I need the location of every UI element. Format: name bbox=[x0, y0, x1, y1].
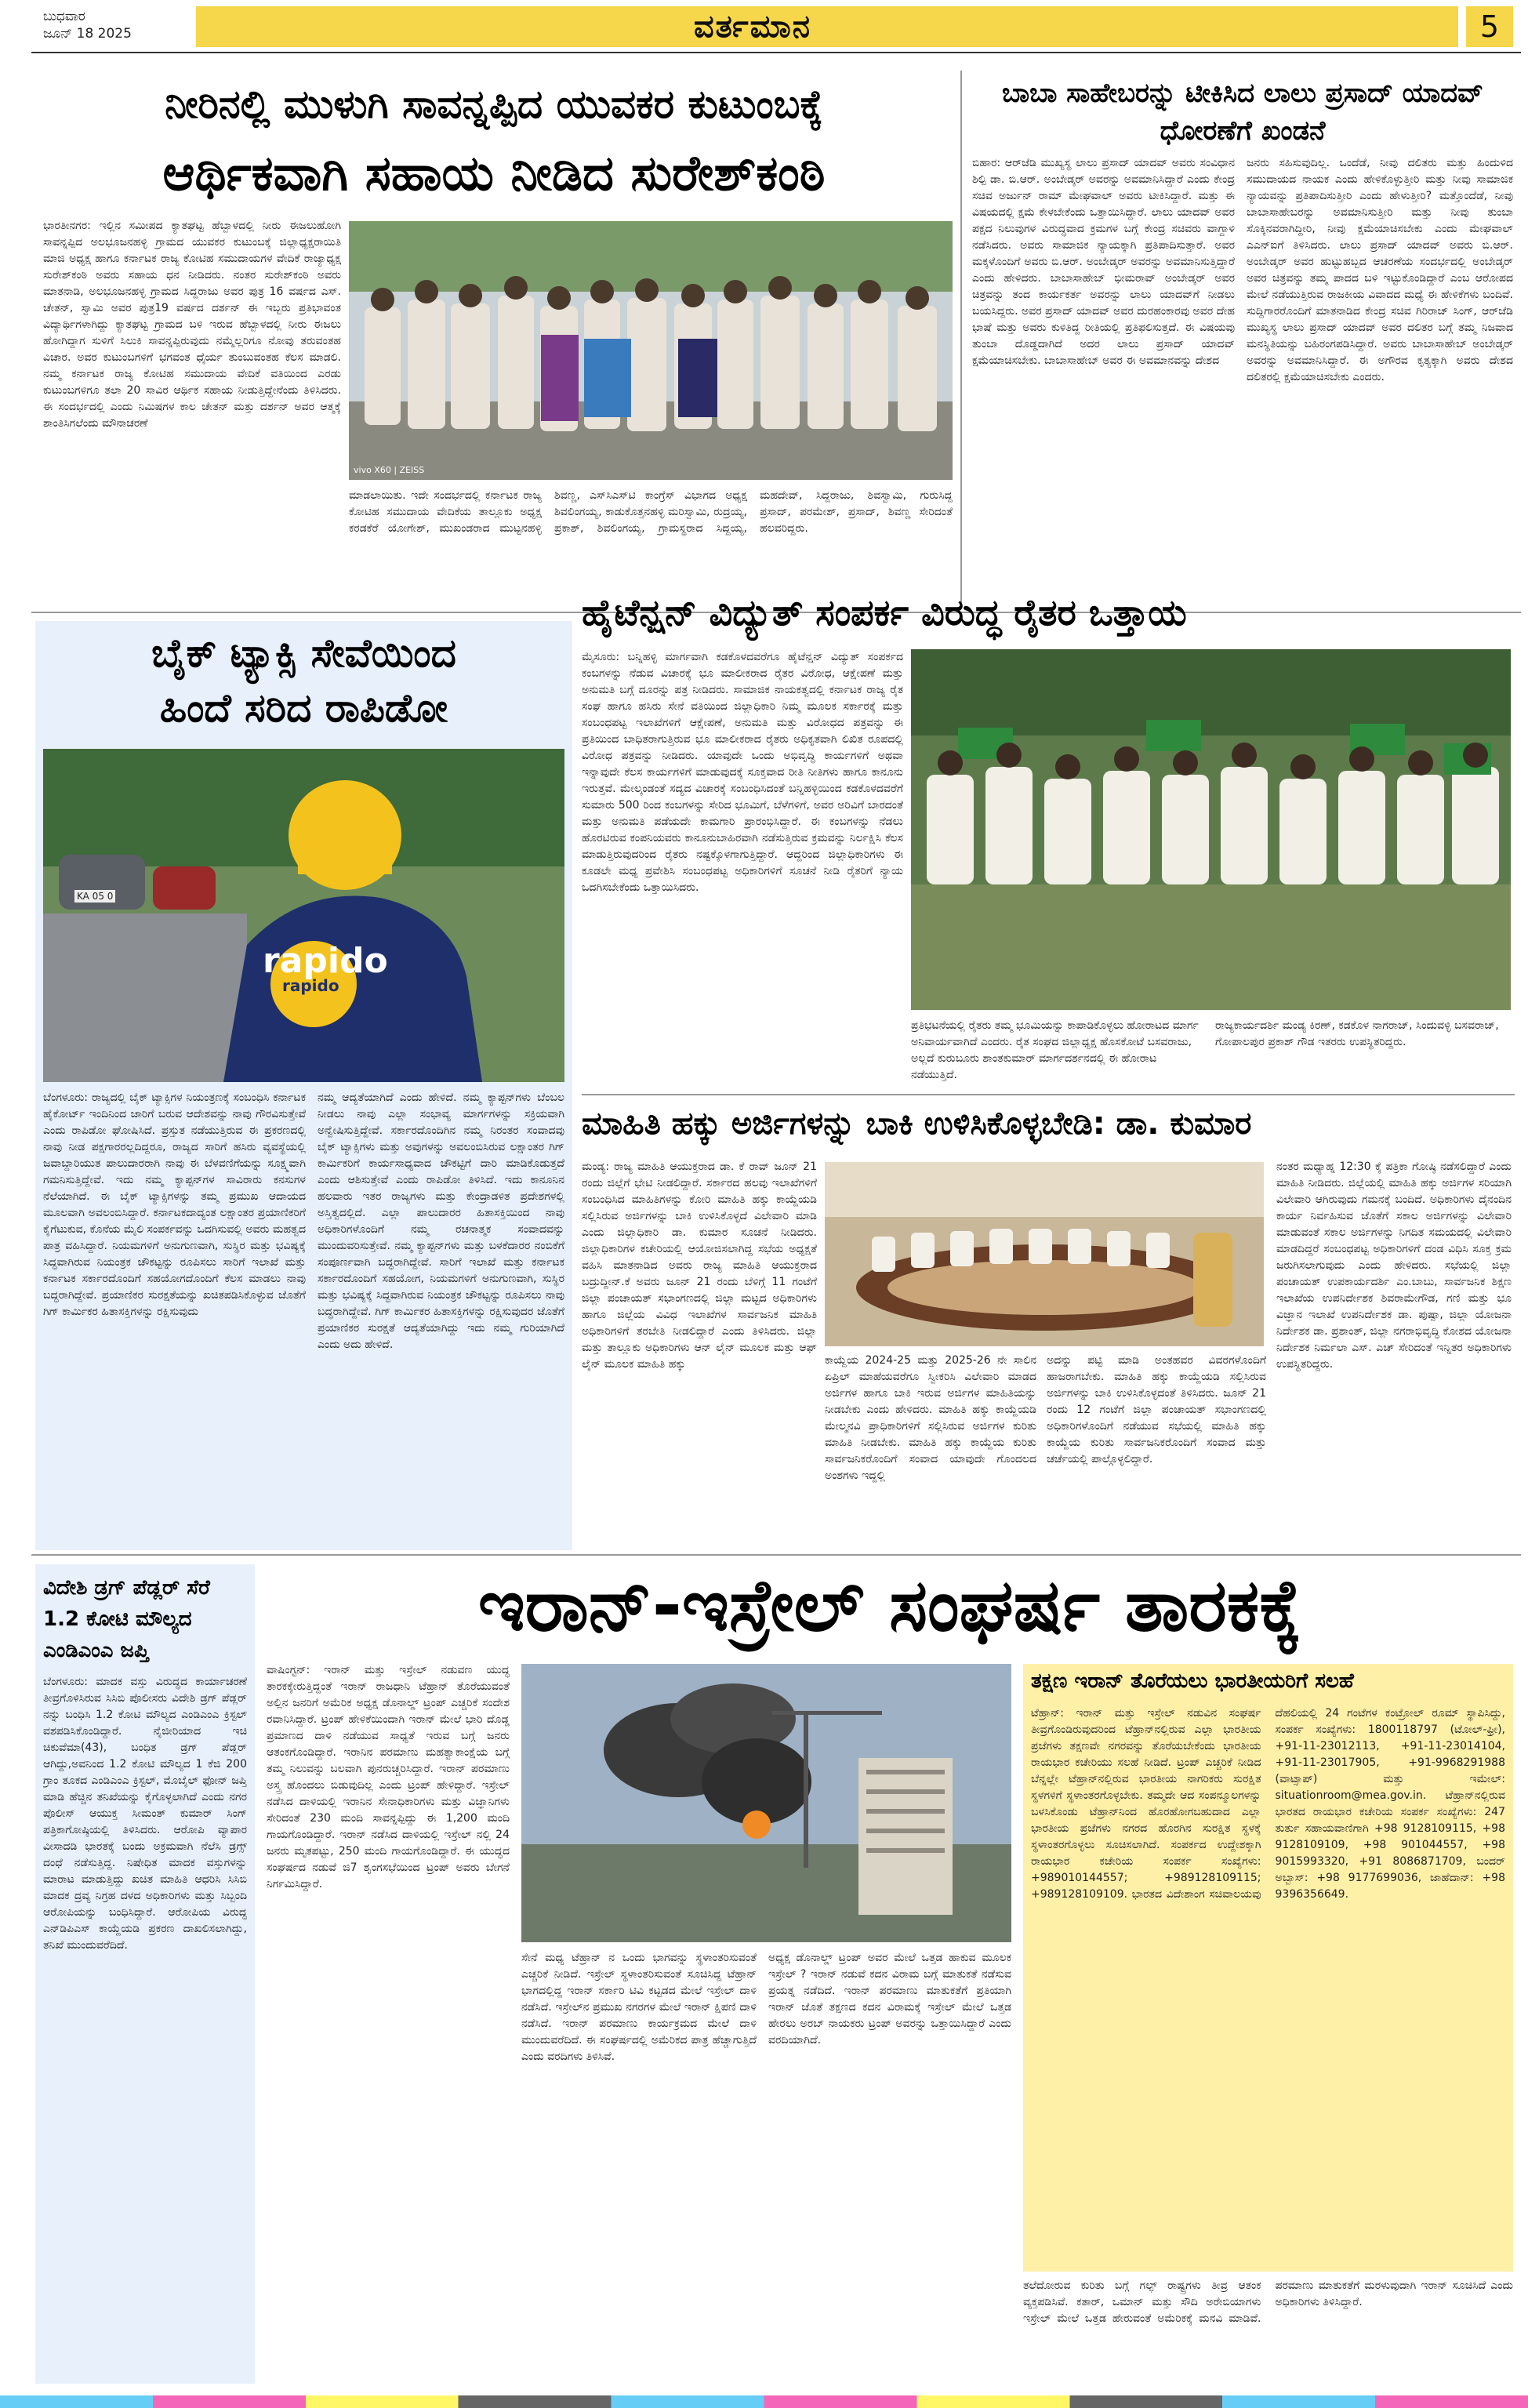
story5-body-mid: ಕಾಯ್ದೆಯ 2024-25 ಮತ್ತು 2025-26 ನೇ ಸಾಲಿನ ಏಪ್ರಿಲ್ ಮಾಹೆಯವರೆಗೂ ಸ್ವೀಕರಿಸಿ ವಿಲೇವಾರಿ ಮಾಡದ ಅರ್ಜಿಗಳ ಹಾಗೂ ಬಾಕಿ ಇರುವ ಅರ್ಜಿಗಳ ಮಾಹಿತಿಯನ್ನು ನೀಡಬೇಕು ಎಂದು ಹೇಳಿದರು. ಮಾಹಿತಿ ಹಕ್ಕು ಕಾಯ್ದೆಯಡಿ ಮೇಲ್ಮನವಿ ಪ್ರಾಧಿಕಾರಿಗಳಿಗೆ ಸಲ್ಲಿಸಿರುವ ಅರ್ಜಿಗಳ ಕುರಿತು ಮಾಹಿತಿ ನೀಡಬೇಕು. ಮಾಹಿತಿ ಹಕ್ಕು ಕಾಯ್ದೆಯ ಕುರಿತು ಸಾರ್ವಜನಿಕರೊಂದಿಗೆ ಸಂವಾದ ಯಾವುದೇ ಗೊಂದಲದ ಅಂಶಗಳು ಇದ್ದಲ್ಲಿ bbox=[825, 1354, 1036, 1482]
story5-body-mid2: ಅದನ್ನು ಪಟ್ಟಿ ಮಾಡಿ ಅಂತಹವರ ವಿವರಗಳೊಂದಿಗೆ ಹಾಜರಾಗಬೇಕು. ಮಾಹಿತಿ ಹಕ್ಕು ಕಾಯ್ದೆಯಡಿ ಸಲ್ಲಿಸಿರುವ ಅರ್ಜಿಗಳನ್ನು ಬಾಕಿ ಉಳಿಸಿಕೊಳ್ಳದಂತೆ ತಿಳಿಸಿದರು. ಜೂನ್ 21 ರಂದು 12 ಗಂಟೆಗೆ ಜಿಲ್ಲಾ ಪಂಚಾಯತ್ ಸಭಾಂಗಣದಲ್ಲಿ ಅಧಿಕಾರಿಗಳೊಂದಿಗೆ ನಡೆಯುವ ಸಭೆಯಲ್ಲಿ ಮಾಹಿತಿ ಹಕ್ಕು ಕಾಯ್ದೆಯ ಕುರಿತು ಸಾರ್ವಜನಿಕರೊಂದಿಗೆ ಸಂವಾದ ಮತ್ತು ಚರ್ಚೆಯಲ್ಲಿ ಪಾಲ್ಗೊಳ್ಳಲಿದ್ದಾರೆ. bbox=[1047, 1354, 1266, 1466]
story7-body-col3: ಅಧ್ಯಕ್ಷ ಡೊನಾಲ್ಡ್ ಟ್ರಂಪ್ ಅವರ ಮೇಲೆ ಒತ್ತಡ ಹಾಕುವ ಮೂಲಕ ಇಸ್ರೇಲ್ ? ಇರಾನ್ ನಡುವೆ ಕದನ ವಿರಾಮ ಬಗ್ಗೆ ಮಾತುಕತೆ ನಡೆಸುವ ಪ್ರಯತ್ನ ನಡೆದಿದೆ. ಇರಾನ್ ಪರಮಾಣು ಮಾತುಕತೆಗೆ ಪ್ರತಿಯಾಗಿ ಇರಾನ್ ಜೊತೆ ತಕ್ಷಣದ ಕದನ ವಿರಾಮಕ್ಕೆ ಇಸ್ರೇಲ್ ಮೇಲೆ ಒತ್ತಡ ಹೇರಲು ಅರಬ್ ನಾಯಕರು ಟ್ರಂಪ್ ಅವರನ್ನು ಒತ್ತಾಯಿಸಿದ್ದಾರೆ ಎಂದು ವರದಿಯಾಗಿದೆ. bbox=[768, 1952, 1011, 2047]
story2-body-col1: ಬಿಹಾರ: ಆರ್‌ಜೆಡಿ ಮುಖ್ಯಸ್ಥ ಲಾಲು ಪ್ರಸಾದ್ ಯಾದವ್ ಅವರು ಸಂವಿಧಾನ ಶಿಲ್ಪಿ ಡಾ. ಬಿ.ಆರ್. ಅಂಬೇಡ್ಕರ್ ಅವರನ್ನು ಅವಮಾನಿಸಿದ್ದಾರೆ ಎಂದು ಕೇಂದ್ರ ಸಚಿವ ಅರ್ಜುನ್ ರಾಮ್ ಮೇಘವಾಲ್ ಅವರು ಟೀಕಿಸಿದ್ದಾರೆ. ಮತ್ತು ಈ ವಿಷಯದಲ್ಲಿ ಕ್ಷಮೆ ಕೇಳಬೇಕೆಂದು ಒತ್ತಾಯಿಸಿದ್ದಾರೆ. ಲಾಲು ಯಾದವ್ ಅವರ ಪಕ್ಷದ ನಿಲುವುಗಳ ವಿರುದ್ಧವಾದ ಕ್ರಮಗಳ ಬಗ್ಗೆ ಕೇಂದ್ರ ಸಚಿವರು ವಾಗ್ದಾಳಿ ನಡೆಸಿದರು. ಅವರು ಸಾಮಾಜಿಕ ನ್ಯಾಯಕ್ಕಾಗಿ ಪ್ರತಿಪಾದಿಸುತ್ತಾರೆ. ಅವರ ಮಕ್ಕಳೊಂದಿಗೆ ಅವರು ಬಿ.ಆರ್. ಅಂಬೇಡ್ಕರ್ ಅವರನ್ನು ಅವಮಾನಿಸುತ್ತಿದ್ದಾರೆ ಎಂದು ಹೇಳಿದರು. ಬಾಬಾಸಾಹೇಬ್ ಭೀಮರಾವ್ ಅಂಬೇಡ್ಕರ್ ಅವರ ಚಿತ್ರವನ್ನು ತಂದ ಕಾರ್ಯಕರ್ತ ಅವರನ್ನು ಲಾಲು ಯಾದವ್‌ಗೆ ನೀಡಲು ಬಯಸಿದ್ದರು. ಅವರ ಪ್ರಸಾದ್ ಯಾದವ್ ಅವರ ದುರಹಂಕಾರವು ಅವರ ದೇಹ ಭಾಷೆ ಮತ್ತು ಅವರು ಕುಳಿತಿದ್ದ ರೀತಿಯಲ್ಲಿ ಪ್ರತಿಫಲಿಸುತ್ತದೆ. ಈ ವಿಷಯವು ತುಂಬಾ ದೊಡ್ಡದಾಗಿದೆ ಅದರ ಲಾಲು ಪ್ರಸಾದ್ ಯಾದವ್ ಕ್ಷಮೆಯಾಚಿಸಬೇಕು. ಬಾಬಾಸಾಹೇಬ್ ಅವರ ಈ ಅವಮಾನವನ್ನು ದೇಶದ bbox=[972, 157, 1235, 367]
story4-photo bbox=[911, 649, 1511, 1010]
helmet-logo-text: rapido bbox=[282, 976, 339, 995]
story1-photo bbox=[349, 221, 953, 480]
story5-body-col1: ಮಂಡ್ಯ: ರಾಜ್ಯ ಮಾಹಿತಿ ಆಯುಕ್ತರಾದ ಡಾ. ಕೆ ರಾವ್ ಜೂನ್ 21 ರಂದು ಜಿಲ್ಲೆಗೆ ಭೇಟಿ ನೀಡಲಿದ್ದಾರೆ. ಸರ್ಕಾರದ ಹಲವು ಇಲಾಖೆಗಳಿಗೆ ಸಂಬಂಧಿಸಿದ ಮಾಹಿತಿಗಳನ್ನು ಕೋರಿ ಮಾಹಿತಿ ಹಕ್ಕು ಕಾಯ್ದೆಯಡಿ ಸಲ್ಲಿಸಿರುವ ಅರ್ಜಿಗಳನ್ನು ಬಾಕಿ ಉಳಿಸಿಕೊಳ್ಳದೆ ವಿಲೇವಾರಿ ಮಾಡಿ ಎಂದು ಜಿಲ್ಲಾಧಿಕಾರಿ ಡಾ. ಕುಮಾರ ಸೂಚನೆ ನೀಡಿದರು. ಜಿಲ್ಲಾಧಿಕಾರಿಗಳ ಕಚೇರಿಯಲ್ಲಿ ಆಯೋಜಿಸಲಾಗಿದ್ದ ಸಭೆಯ ಅಧ್ಯಕ್ಷತೆ ವಹಿಸಿ ಮಾತನಾಡಿದ ಅವರು ರಾಜ್ಯ ಮಾಹಿತಿ ಆಯುಕ್ತರಾದ ಬದ್ರುದ್ದೀನ್.ಕೆ ಅವರು ಜೂನ್ 21 ರಂದು ಬೆಳಿಗ್ಗೆ 11 ಗಂಟೆಗೆ ಜಿಲ್ಲಾ ಪಂಚಾಯತ್ ಸಭಾಂಗಣದಲ್ಲಿ ಜಿಲ್ಲಾ ಮಟ್ಟದ ಅಧಿಕಾರಿಗಳು ಹಾಗೂ ಜಿಲ್ಲೆಯ ವಿವಿಧ ಇಲಾಖೆಗಳ ಸಾರ್ವಜನಿಕ ಮಾಹಿತಿ ಅಧಿಕಾರಿಗಳಿಗೆ ತರಬೇತಿ ನೀಡಲಿದ್ದಾರೆ ಎಂದು ತಿಳಿಸಿದರು. ಜಿಲ್ಲಾ ಮತ್ತು ತಾಲ್ಲೂಕು ಅಧಿಕಾರಿಗಳು ಆನ್ ಲೈನ್ ಮೂಲಕ ಮತ್ತು ಆಫ್ ಲೈನ್ ಮೂಲಕ ಮಾಹಿತಿ ಹಕ್ಕು bbox=[582, 1160, 817, 1371]
story7-photo bbox=[521, 1664, 1011, 1942]
story4-caption-right: ರಾಜ್ಯಕಾರ್ಯದರ್ಶಿ ಮಂಡ್ಯ ಕಿರಣ್, ಕಡಕೊಳ ನಾಗರಾಜ್, ಸಿಂದುವಳ್ಳಿ ಬಸವರಾಜ್, ಗೋಪಾಲಪುರ ಪ್ರಕಾಶ್ ಗೌಡ ಇತರರು ಉಪಸ್ಥಿತರಿದ್ದರು. bbox=[1215, 1019, 1499, 1048]
group-of-people-illustration bbox=[349, 221, 953, 480]
story3-body-col1: ಬೆಂಗಳೂರು: ರಾಜ್ಯದಲ್ಲಿ ಬೈಕ್ ಟ್ಯಾಕ್ಸಿಗಳ ನಿಯಂತ್ರಣಕ್ಕೆ ಸಂಬಂಧಿಸಿ ಕರ್ನಾಟಕ ಹೈಕೋರ್ಟ್ ಇಂದಿನಿಂದ ಜಾರಿಗೆ ಬರುವ ಆದೇಶವನ್ನು ನಾವು ಗೌರವಿಸುತ್ತೇವೆ ಎಂದು ರಾಪಿಡೋ ಘೋಷಿಸಿದೆ. ಪ್ರಸ್ತುತ ನಡೆಯುತ್ತಿರುವ ಈ ಪ್ರಕರಣದಲ್ಲಿ ನಾವು ನೀಡ ಪಕ್ಷಗಾರರಲ್ಲದಿದ್ದರೂ, ರಾಜ್ಯದ ಸಾರಿಗೆ ಹಸಿರು ವ್ಯವಸ್ಥೆಯಲ್ಲಿ ಜವಾಬ್ದಾರಿಯುತ ಪಾಲುದಾರರಾಗಿ ನಾವು ಈ ಬೆಳವಣಿಗೆಯನ್ನು ಸೂಕ್ಷ್ಮವಾಗಿ ಗಮನಿಸುತ್ತಿದ್ದೇವೆ. ಇದು ನಮ್ಮ ಕ್ಯಾಪ್ಟನ್‌ಗಳ ಸಾವಿರಾರು ಕನಸುಗಳ ನೆಲೆಯಾಗಿದೆ. ಈ ಬೈಕ್ ಟ್ಯಾಕ್ಸಿಗಳನ್ನು ತಮ್ಮ ಪ್ರಮುಖ ಆದಾಯದ ಮೂಲವಾಗಿ ಅವಲಂಬಿಸಿದ್ದಾರೆ. ಕರ್ನಾಟಕದಾದ್ಯಂತ ಲಕ್ಷಾಂತರ ಪ್ರಯಾಣಿಕರಿಗೆ ಕೈಗೆಟುಕುವ, ಕೊನೆಯ ಮೈಲಿ ಸಂಪರ್ಕವನ್ನು ಒದಗಿಸುವಲ್ಲಿ ಅವರು ಮಹತ್ವದ ಪಾತ್ರ ವಹಿಸಿದ್ದಾರೆ. ನಿಯಮಗಳಿಗೆ ಅನುಗುಣವಾಗಿ, ಸುಸ್ಥಿರ ಮತ್ತು ಭವಿಷ್ಯಕ್ಕೆ ಸಿದ್ಧವಾಗಿರುವ ನಿಯಂತ್ರಕ ಚೌಕಟ್ಟನ್ನು ರೂಪಿಸಲು ಸಾರಿಗೆ ಇಲಾಖೆ ಮತ್ತು ಕರ್ನಾಟಕ ಸರ್ಕಾರದೊಂದಿಗೆ ಸಹಯೋಗದೊಂದಿಗೆ ಕೆಲಸ ಮಾಡಲು ನಾವು ಬದ್ಧರಾಗಿದ್ದೇವೆ. ಪ್ರಯಾಣಿಕರ ಸುರಕ್ಷತೆಯನ್ನು ಖಚಿತಪಡಿಸಿಕೊಳ್ಳುವ ಜೊತೆಗೆ ಗಿಗ್ ಕಾರ್ಮಿಕರ ಹಿತಾಸಕ್ತಿಗಳನ್ನು ರಕ್ಷಿಸುವುದು bbox=[43, 1091, 306, 1318]
story8-headline: ತಕ್ಷಣ ಇರಾನ್ ತೊರೆಯಲು ಭಾರತೀಯರಿಗೆ ಸಲಹೆ bbox=[1031, 1669, 1354, 1693]
story5-body-col4: ನಂತರ ಮಧ್ಯಾಹ್ನ 12:30 ಕ್ಕೆ ಪತ್ರಿಕಾ ಗೋಷ್ಠಿ ನಡೆಸಲಿದ್ದಾರೆ ಎಂದು ಮಾಹಿತಿ ನೀಡಿದರು. ಜಿಲ್ಲೆಯಲ್ಲಿ ಮಾಹಿತಿ ಹಕ್ಕು ಅರ್ಜಿಗಳ ಸರಿಯಾಗಿ ವಿಲೇವಾರಿ ಆಗಿರುವುದು ಗಮನಕ್ಕೆ ಬಂದಿದೆ. ಅಧಿಕಾರಿಗಳು ದೈನಂದಿನ ಕಾರ್ಯ ನಿರ್ವಹಿಸುವ ಜೊತೆಗೆ ಸಕಾಲ ಅರ್ಜಿಗಳನ್ನು ವಿಲೇವಾರಿ ಮಾಡುವಂತೆ ಸಕಾಲ ಅರ್ಜಿಗಳನ್ನು ನಿಗದಿತ ಸಮಯದಲ್ಲಿ ವಿಲೇವಾರಿ ಮಾಡದಿದ್ದರೆ ಸಂಬಂಧಪಟ್ಟ ಅಧಿಕಾರಿಗಳಿಗೆ ದಂಡ ವಿಧಿಸಿ ಸೂಕ್ತ ಕ್ರಮ ಜರುಗಿಸಲಾಗುವುದು ಎಂದು ಹೇಳಿದರು. ಸಭೆಯಲ್ಲಿ ಜಿಲ್ಲಾ ಪಂಚಾಯತ್ ಉಪಕಾರ್ಯದರ್ಶಿ ಎಂ.ಬಾಬು, ಸಾರ್ವಜನಿಕ ಶಿಕ್ಷಣ ಇಲಾಖೆಯ ಉಪನಿರ್ದೇಶಕ ಶಿವರಾಮೇಗೌಡ, ಗಣಿ ಮತ್ತು ಭೂ ವಿಜ್ಞಾನ ಇಲಾಖೆ ಉಪನಿರ್ದೇಶಕ ಡಾ. ಪುಷ್ಪಾ, ಜಿಲ್ಲಾ ಯೋಜನಾ ನಿರ್ದೇಶಕ ಡಾ. ಪ್ರಶಾಂತ್, ಜಿಲ್ಲಾ ನಗರಾಭಿವೃದ್ಧಿ ಕೋಶದ ಯೋಜನಾ ನಿರ್ದೇಶಕ ನಿರ್ಮಲಾ ಎಸ್. ಎಚ್ ಸೇರಿದಂತೆ ಇನ್ನಿತರ ಅಧಿಕಾರಿಗಳು ಉಪಸ್ಥಿತರಿದ್ದರು. bbox=[1276, 1160, 1512, 1371]
story3-photo bbox=[43, 749, 564, 1082]
story8-body: ಟೆಹ್ರಾನ್: ಇರಾನ್ ಮತ್ತು ಇಸ್ರೇಲ್ ನಡುವಿನ ಸಂಘರ್ಷ ತೀವ್ರಗೊಂಡಿರುವುದರಿಂದ ಟೆಹ್ರಾನ್‌ನಲ್ಲಿರುವ ಎಲ್ಲಾ ಭಾರತೀಯ ಪ್ರಜೆಗಳು ತಕ್ಷಣವೇ ನಗರವನ್ನು ತೊರೆಯಬೇಕೆಂದು ಭಾರತೀಯ ರಾಯಭಾರ ಕಚೇರಿಯು ಸಲಹೆ ನೀಡಿದೆ. ಟ್ರಂಪ್ ಎಚ್ಚರಿಕೆ ನೀಡಿದ ಬೆನ್ನಲ್ಲೇ ಟೆಹ್ರಾನ್‌ನಲ್ಲಿರುವ ಭಾರತೀಯ ನಾಗರಿಕರು ಸುರಕ್ಷಿತ ಸ್ಥಳಗಳಿಗೆ ಸ್ಥಳಾಂತರಗೊಳ್ಳಬೇಕು. ತಮ್ಮದೇ ಆದ ಸಂಪನ್ಮೂಲಗಳನ್ನು ಬಳಸಿಕೊಂಡು ಟೆಹ್ರಾನ್‌ನಿಂದ ಹೊರಹೋಗಬಹುದಾದ ಎಲ್ಲಾ ಭಾರತೀಯ ಪ್ರಜೆಗಳು ನಗರದ ಹೊರಗಿನ ಸುರಕ್ಷಿತ ಸ್ಥಳಕ್ಕೆ ಸ್ಥಳಾಂತರಗೊಳ್ಳಲು ಸೂಚಿಸಲಾಗಿದೆ. ಸಂಪರ್ಕದ ಉದ್ದೇಶಕ್ಕಾಗಿ ರಾಯಭಾರ ಕಚೇರಿಯ ಸಂಪರ್ಕ ಸಂಖ್ಯೆಗಳು: +989010144557; +989128109115; +989128109109. ಭಾರತದ ವಿದೇಶಾಂಗ ಸಚಿವಾಲಯವು ದೆಹಲಿಯಲ್ಲಿ 24 ಗಂಟೆಗಳ ಕಂಟ್ರೋಲ್ ರೂಮ್ ಸ್ಥಾಪಿಸಿದ್ದು, ಸಂಪರ್ಕ ಸಂಖ್ಯೆಗಳು: 1800118797 (ಟೋಲ್-ಫ್ರೀ), +91-11-23012113, +91-11-23014104, +91-11-23017905, +91-9968291988 (ವಾಟ್ಸಾಪ್) ಮತ್ತು ಇಮೇಲ್: situationroom@mea.gov.in. ಟೆಹ್ರಾನ್‌ನಲ್ಲಿರುವ ಭಾರತದ ರಾಯಭಾರ ಕಚೇರಿಯ ಸಂಪರ್ಕ ಸಂಖ್ಯೆಗಳು: 247 ತುರ್ತು ಸಹಾಯವಾಣಿಗಾಗಿ +98 9128109115, +98 9128109109, +98 901044557, +98 9015993320, +91 8086871709, ಬಂದರ್ ಅಬ್ಬಾಸ್: +98 9177699036, ಜಾಹೆದಾನ್: +98 9396356649. bbox=[1031, 1707, 1505, 1901]
story1-headline-line1: ನೀರಿನಲ್ಲಿ ಮುಳುಗಿ ಸಾವನ್ನಪ್ಪಿದ ಯುವಕರ ಕುಟುಂಬಕ್ಕೆ bbox=[165, 82, 823, 127]
story7-headline: ಇರಾನ್-ಇಸ್ರೇಲ್ ಸಂಘರ್ಷ ತಾರಕಕ್ಕೆ bbox=[477, 1564, 1302, 1647]
story1-body-bottom: ಮಾಡಲಾಯಿತು. ಇದೇ ಸಂದರ್ಭದಲ್ಲಿ ಕರ್ನಾಟಕ ರಾಜ್ಯ ಕೋಟಿಹ ಸಮುದಾಯ ವೇದಿಕೆಯ ತಾಲ್ಲೂಕು ಅಧ್ಯಕ್ಷ ಕರಡಕೆರೆ ಯೋಗೇಶ್, ಮುಖಂಡರಾದ ಮುಟ್ಟನಹಳ್ಳಿ ಶಿವಣ್ಣ, ಎಸ್‌ಸಿಎಸ್‌ಟಿ ಕಾಂಗ್ರೆಸ್ ವಿಭಾಗದ ಅಧ್ಯಕ್ಷ ಶಿವಲಿಂಗಯ್ಯ, ಕಾಡುಕೊತ್ತನಹಳ್ಳಿ ಮರಿಸ್ವಾಮಿ, ರುದ್ರಯ್ಯ, ಪ್ರಕಾಶ್, ಶಿವಲಿಂಗಯ್ಯ, ಗ್ರಾಮಸ್ಥರಾದ ಸಿದ್ದಯ್ಯ, ಮಹದೇವ್, ಸಿದ್ದರಾಜು, ಶಿವಸ್ವಾಮಿ, ಗುರುಸಿದ್ದ ಪ್ರಸಾದ್, ಪರಮೇಶ್, ಪ್ರಸಾದ್, ಶಿವಣ್ಣ ಸೇರಿದಂತೆ ಹಲವರಿದ್ದರು. bbox=[349, 489, 953, 535]
story4-caption-left: ಪ್ರತಿಭಟನೆಯಲ್ಲಿ ರೈತರು ತಮ್ಮ ಭೂಮಿಯನ್ನು ಕಾಪಾಡಿಕೊಳ್ಳಲು ಹೋರಾಟದ ಮಾರ್ಗ ಅನಿವಾರ್ಯವಾಗಿದೆ ಎಂದರು. ರೈತ ಸಂಘದ ಜಿಲ್ಲಾಧ್ಯಕ್ಷ ಹೊಸಕೋಟೆ ಬಸವರಾಜು, ಅಲ್ಲದೆ ಕುರುಬೂರು ಶಾಂತಕುಮಾರ್ ಮಾರ್ಗದರ್ಶನದಲ್ಲಿ ಈ ಹೋರಾಟ ನಡೆಯುತ್ತಿದೆ. bbox=[911, 1019, 1199, 1081]
farmers-protest-illustration bbox=[911, 649, 1511, 1010]
story6-headline: ವಿದೇಶಿ ಡ್ರಗ್ ಪೆಡ್ಲರ್ ಸೆರೆ 1.2 ಕೋಟಿ ಮೌಲ್ಯದ ಎಂಡಿಎಂಎ ಜಪ್ತಿ bbox=[43, 1576, 210, 1662]
story4-body: ಮೈಸೂರು: ಬನ್ನಿಹಳ್ಳಿ ಮಾರ್ಗವಾಗಿ ಕಡಕೊಳದವರೆಗೂ ಹೈಟೆನ್ಷನ್ ವಿದ್ಯುತ್ ಸಂಪರ್ಕದ ಕಂಬಗಳನ್ನು ನೆಡುವ ವಿಚಾರಕ್ಕೆ ಭೂ ಮಾಲೀಕರಾದ ರೈತರ ವಿರೋಧ, ಆಕ್ಷೇಪಣೆ ಮತ್ತು ಅನುಮತಿ ಬಗ್ಗೆ ದೂರನ್ನು ಪತ್ರ ನೀಡಿದರು. ಸಾಮಾಜಿಕ ನಾಯಕತ್ವದಲ್ಲಿ ಕರ್ನಾಟಕ ರಾಜ್ಯ ರೈತ ಸಂಘ ಹಾಗೂ ಹಸಿರು ಸೇನೆ ವತಿಯಿಂದ ಜಿಲ್ಲಾಧಿಕಾರಿ ನಿಮ್ಮ ಮೂಲಕ ಸರ್ಕಾರಕ್ಕೆ ಮತ್ತು ಸಂಬಂಧಪಟ್ಟ ಇಲಾಖೆಗಳಿಗೆ ಆಕ್ಷೇಪಣೆ, ಅನುಮತಿ ಮತ್ತು ವಿರೋಧದ ಪತ್ರವನ್ನು ಈ ಪ್ರತಿಯಿಂದ ಬಾಧಿತರಾಗುತ್ತಿರುವ ಭೂ ಮಾಲೀಕರಾದ ರೈತರು ಅಧಿಕೃತವಾಗಿ ಲಿಖಿತ ರೂಪದಲ್ಲಿ ವಿರೋಧ ಪತ್ರವನ್ನು ನೀಡಿದರು. ಯಾವುದೇ ಒಂದು ಅಭಿವೃದ್ಧಿ ಕಾರ್ಯಗಳಿಗೆ ಅಥವಾ ಇನ್ನಾವುದೇ ಕೆಲಸ ಕಾರ್ಯಗಳಿಗೆ ಮಾಡುವುದಕ್ಕೆ ಸೂಕ್ತವಾದ ರೀತಿ ನೀತಿಗಳು ಹಾಗೂ ಕಾನೂನು ಇರುತ್ತವೆ. ಮೇಲ್ಕಂಡಂತೆ ಸದ್ಯದ ವಿಚಾರಕ್ಕೆ ಸಂಬಂಧಿಸಿದಂತೆ ಬನ್ನಿಹಳ್ಳಿಯಿಂದ ಕಡಕೊಳದವರೆಗೆ ಸುಮಾರು 500 ರಿಂದ ಕಂಬಗಳನ್ನು ಸೇರಿದ ಭೂಮಿಗೆ, ಬೆಳೆಗಳಿಗೆ, ಅವರ ಅರಿವಿಗೆ ಬಾರದಂತೆ ಮತ್ತು ಅನುಮತಿ ಪಡೆಯದೇ ಕಾಮಗಾರಿ ಪ್ರಾರಂಭಿಸಿದ್ದಾರೆ. ಈ ಕಂಬಗಳನ್ನು ನೆಡಲು ಹೊರಟಿರುವ ಕಂಪನಿಯವರು ಕಾನೂನುಬಾಹಿರವಾಗಿ ನಡೆಸುತ್ತಿರುವ ಕ್ರಮವನ್ನು ನಿರ್ಲಕ್ಷಿಸಿ ಕೆಲಸ ಮಾಡುತ್ತಿರುವುದರಿಂದ ರೈತರು ನಷ್ಟಕ್ಕೊಳಗಾಗುತ್ತಿದ್ದಾರೆ. ಆದ್ದರಿಂದ ಜಿಲ್ಲಾಧಿಕಾರಿಗಳು ಈ ಕೂಡಲೇ ಮಧ್ಯ ಪ್ರವೇಶಿಸಿ ಸಂಬಂಧಪಟ್ಟ ಅಧಿಕಾರಿಗಳಿಗೆ ಸೂಚನೆ ನೀಡಿ ರೈತರಿಗೆ ನ್ಯಾಯ ಒದಗಿಸಬೇಕೆಂದು ಒತ್ತಾಯಿಸಿದರು. bbox=[582, 651, 903, 894]
rapido-rider-illustration bbox=[43, 749, 564, 1082]
photo-watermark: vivo X60 | ZEISS bbox=[354, 465, 425, 475]
story5-headline: ಮಾಹಿತಿ ಹಕ್ಕು ಅರ್ಜಿಗಳನ್ನು ಬಾಕಿ ಉಳಿಸಿಕೊಳ್ಳಬೇಡಿ: ಡಾ. ಕುಮಾರ bbox=[582, 1106, 1252, 1142]
story5-photo bbox=[825, 1162, 1264, 1346]
story7-body-col2: ಸೇನೆ ಮಧ್ಯ ಟೆಹ್ರಾನ್ ನ ಒಂದು ಭಾಗವನ್ನು ಸ್ಥಳಾಂತರಿಸುವಂತೆ ಎಚ್ಚರಿಕೆ ನೀಡಿದೆ. ಇಸ್ರೇಲ್ ಸ್ಥಳಾಂತರಿಸುವಂತೆ ಸೂಚಿಸಿದ್ದ ಟೆಹ್ರಾನ್ ಭಾಗದಲ್ಲಿದ್ದ ಇರಾನ್ ಸರ್ಕಾರಿ ಟಿವಿ ಕಟ್ಟಡದ ಮೇಲೆ ಇಸ್ರೇಲ್ ದಾಳಿ ನಡೆಸಿದೆ. ಇಸ್ರೇಲ್‌ನ ಪ್ರಮುಖ ನಗರಗಳ ಮೇಲೆ ಇರಾನ್ ಕ್ಷಿಪಣಿ ದಾಳಿ ನಡೆಸಿದೆ. ಇರಾನ್ ಪರಮಾಣು ಕಾರ್ಯಕ್ರಮದ ಮೇಲೆ ದಾಳಿ ಮುಂದುವರೆದಿದೆ. ಈ ಸಂಘರ್ಷದಲ್ಲಿ ಅಮೆರಿಕದ ಪಾತ್ರ ಹೆಚ್ಚಾಗುತ್ತಿದೆ ಎಂದು ವರದಿಗಳು ತಿಳಿಸಿವೆ. bbox=[521, 1952, 757, 2063]
number-plate: KA 05 0 bbox=[74, 890, 115, 903]
story3-body-col2: ನಮ್ಮ ಆದ್ಯತೆಯಾಗಿದೆ ಎಂದು ಹೇಳಿದೆ. ನಮ್ಮ ಕ್ಯಾಪ್ಟನ್‌ಗಳು ಬೆಂಬಲ ನೀಡಲು ನಾವು ಎಲ್ಲಾ ಸಂಭಾವ್ಯ ಮಾರ್ಗಗಳನ್ನು ಸಕ್ರಿಯವಾಗಿ ಅನ್ವೇಷಿಸುತ್ತಿದ್ದೇವೆ. ಸರ್ಕಾರದೊಂದಿಗಿನ ನಮ್ಮ ನಿರಂತರ ಸಂವಾದವು ಬೈಕ್ ಟ್ಯಾಕ್ಸಿಗಳು ಮತ್ತು ಅವುಗಳನ್ನು ಅವಲಂಬಿಸಿರುವ ಲಕ್ಷಾಂತರ ಗಿಗ್ ಕಾರ್ಮಿಕರಿಗೆ ಕಾರ್ಯಸಾಧ್ಯವಾದ ಚೌಕಟ್ಟಿಗೆ ದಾರಿ ಮಾಡಿಕೊಡುತ್ತದೆ ಎಂದು ಆಶಿಸುತ್ತೇವೆ ಎಂದು ರಾಪಿಡೋ ತಿಳಿಸಿದೆ. ಇದು ಕಾನೂನಿನ ಹಲವಾರು ಇತರ ರಾಜ್ಯಗಳು ಮತ್ತು ಕೇಂದ್ರಾಡಳಿತ ಪ್ರದೇಶಗಳಲ್ಲಿ ಅಸ್ತಿತ್ವದಲ್ಲಿದೆ. ಎಲ್ಲಾ ಪಾಲುದಾರರ ಹಿತಾಸಕ್ತಿಯಿಂದ ನಾವು ಅಧಿಕಾರಿಗಳೊಂದಿಗೆ ನಮ್ಮ ರಚನಾತ್ಮಕ ಸಂವಾದವನ್ನು ಮುಂದುವರಿಸುತ್ತೇವೆ. ನಮ್ಮ ಕ್ಯಾಪ್ಟನ್‌ಗಳು ಮತ್ತು ಬಳಕೆದಾರರ ನಂಬಿಕೆಗೆ ಸಂಪೂರ್ಣವಾಗಿ ಬದ್ಧರಾಗಿದ್ದೇವೆ. ಸಾರಿಗೆ ಇಲಾಖೆ ಮತ್ತು ಕರ್ನಾಟಕ ಸರ್ಕಾರದೊಂದಿಗೆ ಸಹಯೋಗ, ನಿಯಮಗಳಿಗೆ ಅನುಗುಣವಾಗಿ, ಸುಸ್ಥಿರ ಮತ್ತು ಭವಿಷ್ಯಕ್ಕೆ ಸಿದ್ಧವಾಗಿರುವ ನಿಯಂತ್ರಕ ಚೌಕಟ್ಟನ್ನು ರೂಪಿಸಲು ನಾವು ಬದ್ಧರಾಗಿದ್ದೇವೆ. ಗಿಗ್ ಕಾರ್ಮಿಕರ ಹಿತಾಸಕ್ತಿಗಳನ್ನು ರಕ್ಷಿಸುವುದರ ಜೊತೆಗೆ ಪ್ರಯಾಣಿಕರ ಸುರಕ್ಷತೆ ಆದ್ಯತೆಯಾಗಿದ್ದು ಇದು ನಮ್ಮ ಗುರಿಯಾಗಿದೆ ಎಂದು ಅದು ಹೇಳಿದೆ. bbox=[318, 1091, 564, 1351]
story7-body-col1: ವಾಷಿಂಗ್ಟನ್: ಇರಾನ್ ಮತ್ತು ಇಸ್ರೇಲ್ ನಡುವಣ ಯುದ್ಧ ತಾರಕಕ್ಕೇರುತ್ತಿದ್ದಂತೆ ಇರಾನ್ ರಾಜಧಾನಿ ಟೆಹ್ರಾನ್ ತೊರೆಯುವಂತೆ ಅಲ್ಲಿನ ಜನರಿಗೆ ಅಮೆರಿಕ ಅಧ್ಯಕ್ಷ ಡೊನಾಲ್ಡ್ ಟ್ರಂಪ್ ಎಚ್ಚರಿಕೆ ಸಂದೇಶ ರವಾನಿಸಿದ್ದಾರೆ. ಟ್ರಂಪ್ ಹೇಳಿಕೆಯಿಂದಾಗಿ ಇರಾನ್ ಮೇಲೆ ಭಾರಿ ದೊಡ್ಡ ಪ್ರಮಾಣದ ದಾಳಿ ನಡೆಯುವ ಸಾಧ್ಯತೆ ಇರುವ ಬಗ್ಗೆ ಜನರು ಆತಂಕಗೊಂಡಿದ್ದಾರೆ. ಇರಾನಿನ ಪರಮಾಣು ಮಹತ್ವಾಕಾಂಕ್ಷೆಯ ಬಗ್ಗೆ ತಮ್ಮ ನಿಲುವನ್ನು ಬಲವಾಗಿ ಪುನರುಚ್ಚರಿಸಿದ್ದಾರೆ. ಇರಾನ್ ಪರಮಾಣು ಅಸ್ತ್ರ ಹೊಂದಲು ಬಿಡುವುದಿಲ್ಲ ಎಂದು ಟ್ರಂಪ್ ಹೇಳಿದ್ದಾರೆ. ಇಸ್ರೇಲ್ ನಡೆಸಿದ ದಾಳಿಯಲ್ಲಿ ಇರಾನಿನ ಸೇನಾಧಿಕಾರಿಗಳು ಮತ್ತು ವಿಜ್ಞಾನಿಗಳು ಸೇರಿದಂತೆ 230 ಮಂದಿ ಸಾವನ್ನಪ್ಪಿದ್ದು ಈ 1,200 ಮಂದಿ ಗಾಯಗೊಂಡಿದ್ದಾರೆ. ಇರಾನ್ ನಡೆಸಿದ ದಾಳಿಯಲ್ಲಿ ಇಸ್ರೇಲ್ ನಲ್ಲಿ 24 ಜನರು ಮೃತಪಟ್ಟು, 250 ಮಂದಿ ಗಾಯಗೊಂಡಿದ್ದಾರೆ. ಈ ಯುದ್ಧದ ಸಂಘರ್ಷದ ನಡುವೆ ಜಿ7 ಶೃಂಗಸಭೆಯಿಂದ ಟ್ರಂಪ್ ಅವರು ಬೇಗನೆ ನಿರ್ಗಮಿಸಿದ್ದಾರೆ. bbox=[267, 1664, 510, 1890]
section-rule bbox=[582, 1094, 1515, 1095]
story6-body: ಬೆಂಗಳೂರು: ಮಾದಕ ವಸ್ತು ವಿರುದ್ಧದ ಕಾರ್ಯಾಚರಣೆ ತೀವ್ರಗೊಳಿಸಿರುವ ಸಿಸಿಬಿ ಪೊಲೀಸರು ವಿದೇಶಿ ಡ್ರಗ್ ಪೆಡ್ಲರ್ ನನ್ನು ಬಂಧಿಸಿ 1.2 ಕೋಟಿ ಮೌಲ್ಯದ ಎಂಡಿಎಂಎ ಕ್ರಿಸ್ಟಲ್ ವಶಪಡಿಸಿಕೊಂಡಿದ್ದಾರೆ. ನೈಜೀರಿಯಾದ ಇಚಿ ಚಿಕುವೆಮಾ(43), ಬಂಧಿತ ಡ್ರಗ್ ಪೆಡ್ಲರ್ ಆಗಿದ್ದು,ಅವನಿಂದ 1.2 ಕೋಟಿ ಮೌಲ್ಯದ 1 ಕೆಜಿ 200 ಗ್ರಾಂ ತೂಕದ ಎಂಡಿಎಂಎ ಕ್ರಿಸ್ಟಲ್, ಮೊಬೈಲ್ ಫೋನ್ ಜಪ್ತಿ ಮಾಡಿ ಹೆಚ್ಚಿನ ತನಿಖೆಯನ್ನು ಕೈಗೊಳ್ಳಲಾಗಿದೆ ಎಂದು ನಗರ ಪೊಲೀಸ್ ಆಯುಕ್ತ ಸೀಮಂತ್ ಕುಮಾರ್ ಸಿಂಗ್ ಪತ್ರಿಕಾಗೋಷ್ಠಿಯಲ್ಲಿ ತಿಳಿಸಿದರು. ಆರೋಪಿ ವ್ಯಾಪಾರ ವೀಸಾದಡಿ ಭಾರತಕ್ಕೆ ಬಂದು ಅಕ್ರಮವಾಗಿ ನೆಲೆಸಿ ಡ್ರಗ್ಸ್ ದಂಧೆ ನಡೆಸುತ್ತಿದ್ದ. ನಿಷೇಧಿತ ಮಾದಕ ವಸ್ತುಗಳನ್ನು ಮಾರಾಟ ಮಾಡುತ್ತಿದ್ದು ಖಚಿತ ಮಾಹಿತಿ ಆಧರಿಸಿ ಸಿಸಿಬಿ ಮಾದಕ ದ್ರವ್ಯ ನಿಗ್ರಹ ದಳದ ಅಧಿಕಾರಿಗಳು ಮತ್ತು ಸಿಬ್ಬಂದಿ ಆರೋಪಿಯನ್ನು ಬಂಧಿಸಿದ್ದಾರೆ. ಆರೋಪಿಯ ವಿರುದ್ಧ ಎನ್‌ಡಿಪಿಎಸ್ ಕಾಯ್ದೆಯಡಿ ಪ್ರಕರಣ ದಾಖಲಿಸಲಾಗಿದ್ದು, ತನಿಖೆ ಮುಂದುವರೆದಿದೆ. bbox=[43, 1676, 247, 1952]
masthead-date: ಜೂನ್ 18 2025 bbox=[43, 26, 132, 42]
story4-headline: ಹೈಟೆನ್ಷನ್ ವಿದ್ಯುತ್ ಸಂಪರ್ಕ ವಿರುದ್ಧ ರೈತರ ಒತ್ತಾಯ bbox=[582, 591, 1187, 634]
story1-headline-line2: ಆರ್ಥಿಕವಾಗಿ ಸಹಾಯ ನೀಡಿದ ಸುರೇಶ್‌ಕಂಠಿ bbox=[162, 144, 826, 202]
masthead-dateline bbox=[43, 8, 200, 42]
story2-body-col2: ಜನರು ಸಹಿಸುವುದಿಲ್ಲ. ಒಂದೆಡೆ, ನೀವು ದಲಿತರು ಮತ್ತು ಹಿಂದುಳಿದ ಸಮುದಾಯದ ನಾಯಕ ಎಂದು ಹೇಳಿಕೊಳ್ಳುತ್ತೀರಿ ಮತ್ತು ನೀವು ಸಾಮಾಜಿಕ ನ್ಯಾಯವನ್ನು ಪ್ರತಿಪಾದಿಸುತ್ತೀರಿ ಎಂದು ಹೇಳುತ್ತೀರಿ? ಮತ್ತೊಂದೆಡೆ, ನೀವು ಬಾಬಾಸಾಹೇಬರನ್ನು ಅವಮಾನಿಸುತ್ತೀರಿ ಮತ್ತು ನೀವು ತುಂಬಾ ಸೊಕ್ಕಿನವರಾಗಿದ್ದೀರಿ, ನೀವು ಕ್ಷಮೆಯಾಚಿಸಬೇಕು ಎಂದು ಮೇಘವಾಲ್ ಎಎನ್‌ಐಗೆ ತಿಳಿಸಿದರು. ಲಾಲು ಪ್ರಸಾದ್ ಯಾದವ್ ಅವರು ಬಿ.ಆರ್. ಅಂಬೇಡ್ಕರ್ ಅವರ ಹುಟ್ಟುಹಬ್ಬದ ಆಚರಣೆಯ ಸಂದರ್ಭದಲ್ಲಿ ಅಂಬೇಡ್ಕರ್ ಅವರ ಚಿತ್ರವನ್ನು ತಮ್ಮ ಪಾದದ ಬಳಿ ಇಟ್ಟುಕೊಂಡಿದ್ದಾರೆ ಎಂಬ ಆರೋಪದ ಮೇಲೆ ನಡೆಯುತ್ತಿರುವ ರಾಜಕೀಯ ವಿವಾದದ ಮಧ್ಯೆ ಈ ಹೇಳಿಕೆಗಳು ಬಂದಿವೆ. ಸುದ್ದಿಗಾರರೊಂದಿಗೆ ಮಾತನಾಡಿದ ಕೇಂದ್ರ ಸಚಿವ ಗಿರಿರಾಜ್ ಸಿಂಗ್, ಆರ್‌ಜೆಡಿ ಮುಖ್ಯಸ್ಥ ಲಾಲು ಪ್ರಸಾದ್ ಯಾದವ್ ಅವರ ದಲಿತರ ಬಗ್ಗೆ ತಮ್ಮ ನಿಜವಾದ ಮನಸ್ಥಿತಿಯನ್ನು ಬಹಿರಂಗಪಡಿಸಿದ್ದಾರೆ. ಅವರು ಬಾಬಾಸಾಹೇಬ್ ಅಂಬೇಡ್ಕರ್ ಅವರನ್ನು ಅವಮಾನಿಸಿದ್ದಾರೆ. ಈ ಅಗೌರವ ಕೃತ್ಯಕ್ಕಾಗಿ ಅವರು ದೇಶದ ದಲಿತರಲ್ಲಿ ಕ್ಷಮೆಯಾಚಿಸಬೇಕು ಎಂದರು. bbox=[1247, 157, 1513, 383]
jacket-logo-text: rapido bbox=[263, 941, 388, 981]
meeting-room-illustration bbox=[825, 1162, 1264, 1346]
page-number: 5 bbox=[1466, 6, 1513, 47]
masthead-title: ವರ್ತಮಾನ bbox=[694, 8, 811, 45]
story3-headline-line2: ಹಿಂದೆ ಸರಿದ ರಾಪಿಡೋ bbox=[159, 685, 448, 731]
smoke-over-city-illustration bbox=[521, 1664, 1011, 1942]
story7-body-bottom: ತಲೆದೋರುವ ಕುರಿತು ಬಗ್ಗೆ ಗಲ್ಫ್ ರಾಷ್ಟ್ರಗಳು ತೀವ್ರ ಆತಂಕ ವ್ಯಕ್ತಪಡಿಸಿವೆ. ಕತಾರ್, ಒಮಾನ್ ಮತ್ತು ಸೌದಿ ಅರೇಬಿಯಾಗಳು ಇಸ್ರೇಲ್ ಮೇಲೆ ಒತ್ತಡ ಹೇರುವಂತೆ ಅಮೆರಿಕಕ್ಕೆ ಮನವಿ ಮಾಡಿವೆ. ಪರಮಾಣು ಮಾತುಕತೆಗೆ ಮರಳುವುದಾಗಿ ಇರಾನ್ ಸೂಚಿಸಿದೆ ಎಂದು ಅಧಿಕಾರಿಗಳು ತಿಳಿಸಿದ್ದಾರೆ. bbox=[1023, 2279, 1513, 2325]
column-rule bbox=[960, 71, 962, 608]
story2-headline: ಬಾಬಾ ಸಾಹೇಬರನ್ನು ಟೀಕಿಸಿದ ಲಾಲು ಪ್ರಸಾದ್ ಯಾದವ್ ಧೋರಣೆಗೆ ಖಂಡನೆ bbox=[1001, 78, 1484, 147]
story1-body-left: ಭಾರತೀನಗರ: ಇಲ್ಲಿನ ಸಮೀಪದ ಕ್ಯಾತಘಟ್ಟ ಹೆಬ್ಬಾಳದಲ್ಲಿ ನೀರು ಈಜಲುಹೋಗಿ ಸಾವನ್ನಪ್ಪಿದ ಅಲಭೂಜನಹಳ್ಳಿ ಗ್ರಾಮದ ಯುವಕರ ಕುಟುಂಬಕ್ಕೆ ಜಿಲ್ಲಾಧ್ಯಕ್ಷರಾಯಿತಿ ಮಾಜಿ ಅಧ್ಯಕ್ಷ ಹಾಗೂ ಕರ್ನಾಟಕ ರಾಜ್ಯ ಕೋಟಿಹ ಸಮುದಾಯಗಳ ವೇದಿಕೆ ರಾಜ್ಯಾಧ್ಯಕ್ಷ ಸುರೇಶ್‌ಕಂಠಿ ಅವರು ಸಹಾಯ ಧನ ನೀಡಿದರು. ನಂತರ ಸುರೇಶ್‌ಕಂಠಿ ಅವರು ಮಾತನಾಡಿ, ಅಲಭೂಜನಹಳ್ಳಿ ಗ್ರಾಮದ ಸಿದ್ದರಾಜು ಅವರ ಪುತ್ರ 16 ವರ್ಷದ ಎಸ್. ಚೇತನ್, ಸ್ವಾಮಿ ಅವರ ಪುತ್ರ19 ವರ್ಷದ ದರ್ಶನ್ ಈ ಇಬ್ಬರು ಪ್ರತಿಭಾವಂತ ವಿದ್ಯಾರ್ಥಿಗಳಾಗಿದ್ದು ಕ್ಯಾತಘಟ್ಟ ಗ್ರಾಮದ ಬಳಿ ಇರುವ ಹೆಬ್ಬಾಳದಲ್ಲಿ ನೀರು ಈಜಲು ಹೋಗಿದ್ದಾಗ ಸುಳಿಗೆ ಸಿಲುಕಿ ಸಾವನ್ನಪ್ಪಿರುವುದು ನಮ್ಮೆಲ್ಲರಿಗೂ ನೋವು ತರುವಂತಹ ವಿಚಾರ. ಅವರ ಕುಟುಂಬಗಳಿಗೆ ಭಗವಂತ ಧೈರ್ಯ ತುಂಬುವಂತಹ ಕೆಲಸ ಮಾಡಲಿ. ನಮ್ಮ ಕರ್ನಾಟಕ ರಾಜ್ಯ ಕೋಟಿಹ ಸಮುದಾಯ ವೇದಿಕೆ ವತಿಯಿಂದ ಎರಡು ಕುಟುಂಬಗಳಿಗೂ ತಲಾ 20 ಸಾವಿರ ಆರ್ಥಿಕ ಸಹಾಯ ನೀಡುತ್ತಿದ್ದೇನೆಂದು ತಿಳಿಸಿದರು. ಈ ಸಂದರ್ಭದಲ್ಲಿ ಎಂದು ನಿಮಿಷಗಳ ಕಾಲ ಚೇತನ್ ಮತ್ತು ದರ್ಶನ್ ಅವರ ಆತ್ಮಕ್ಕೆ ಶಾಂತಿಸಿಗಲೆಂದು ಮೌನಾಚರಣೆ bbox=[43, 220, 341, 430]
masthead-day: ಬುಧವಾರ bbox=[43, 9, 85, 24]
registration-color-bar bbox=[0, 2395, 1528, 2408]
story3-headline-line1: ಬೈಕ್ ಟ್ಯಾಕ್ಸಿ ಸೇವೆಯಿಂದ bbox=[151, 630, 456, 676]
masthead-rule bbox=[31, 52, 1521, 53]
section-rule bbox=[31, 1554, 1521, 1556]
